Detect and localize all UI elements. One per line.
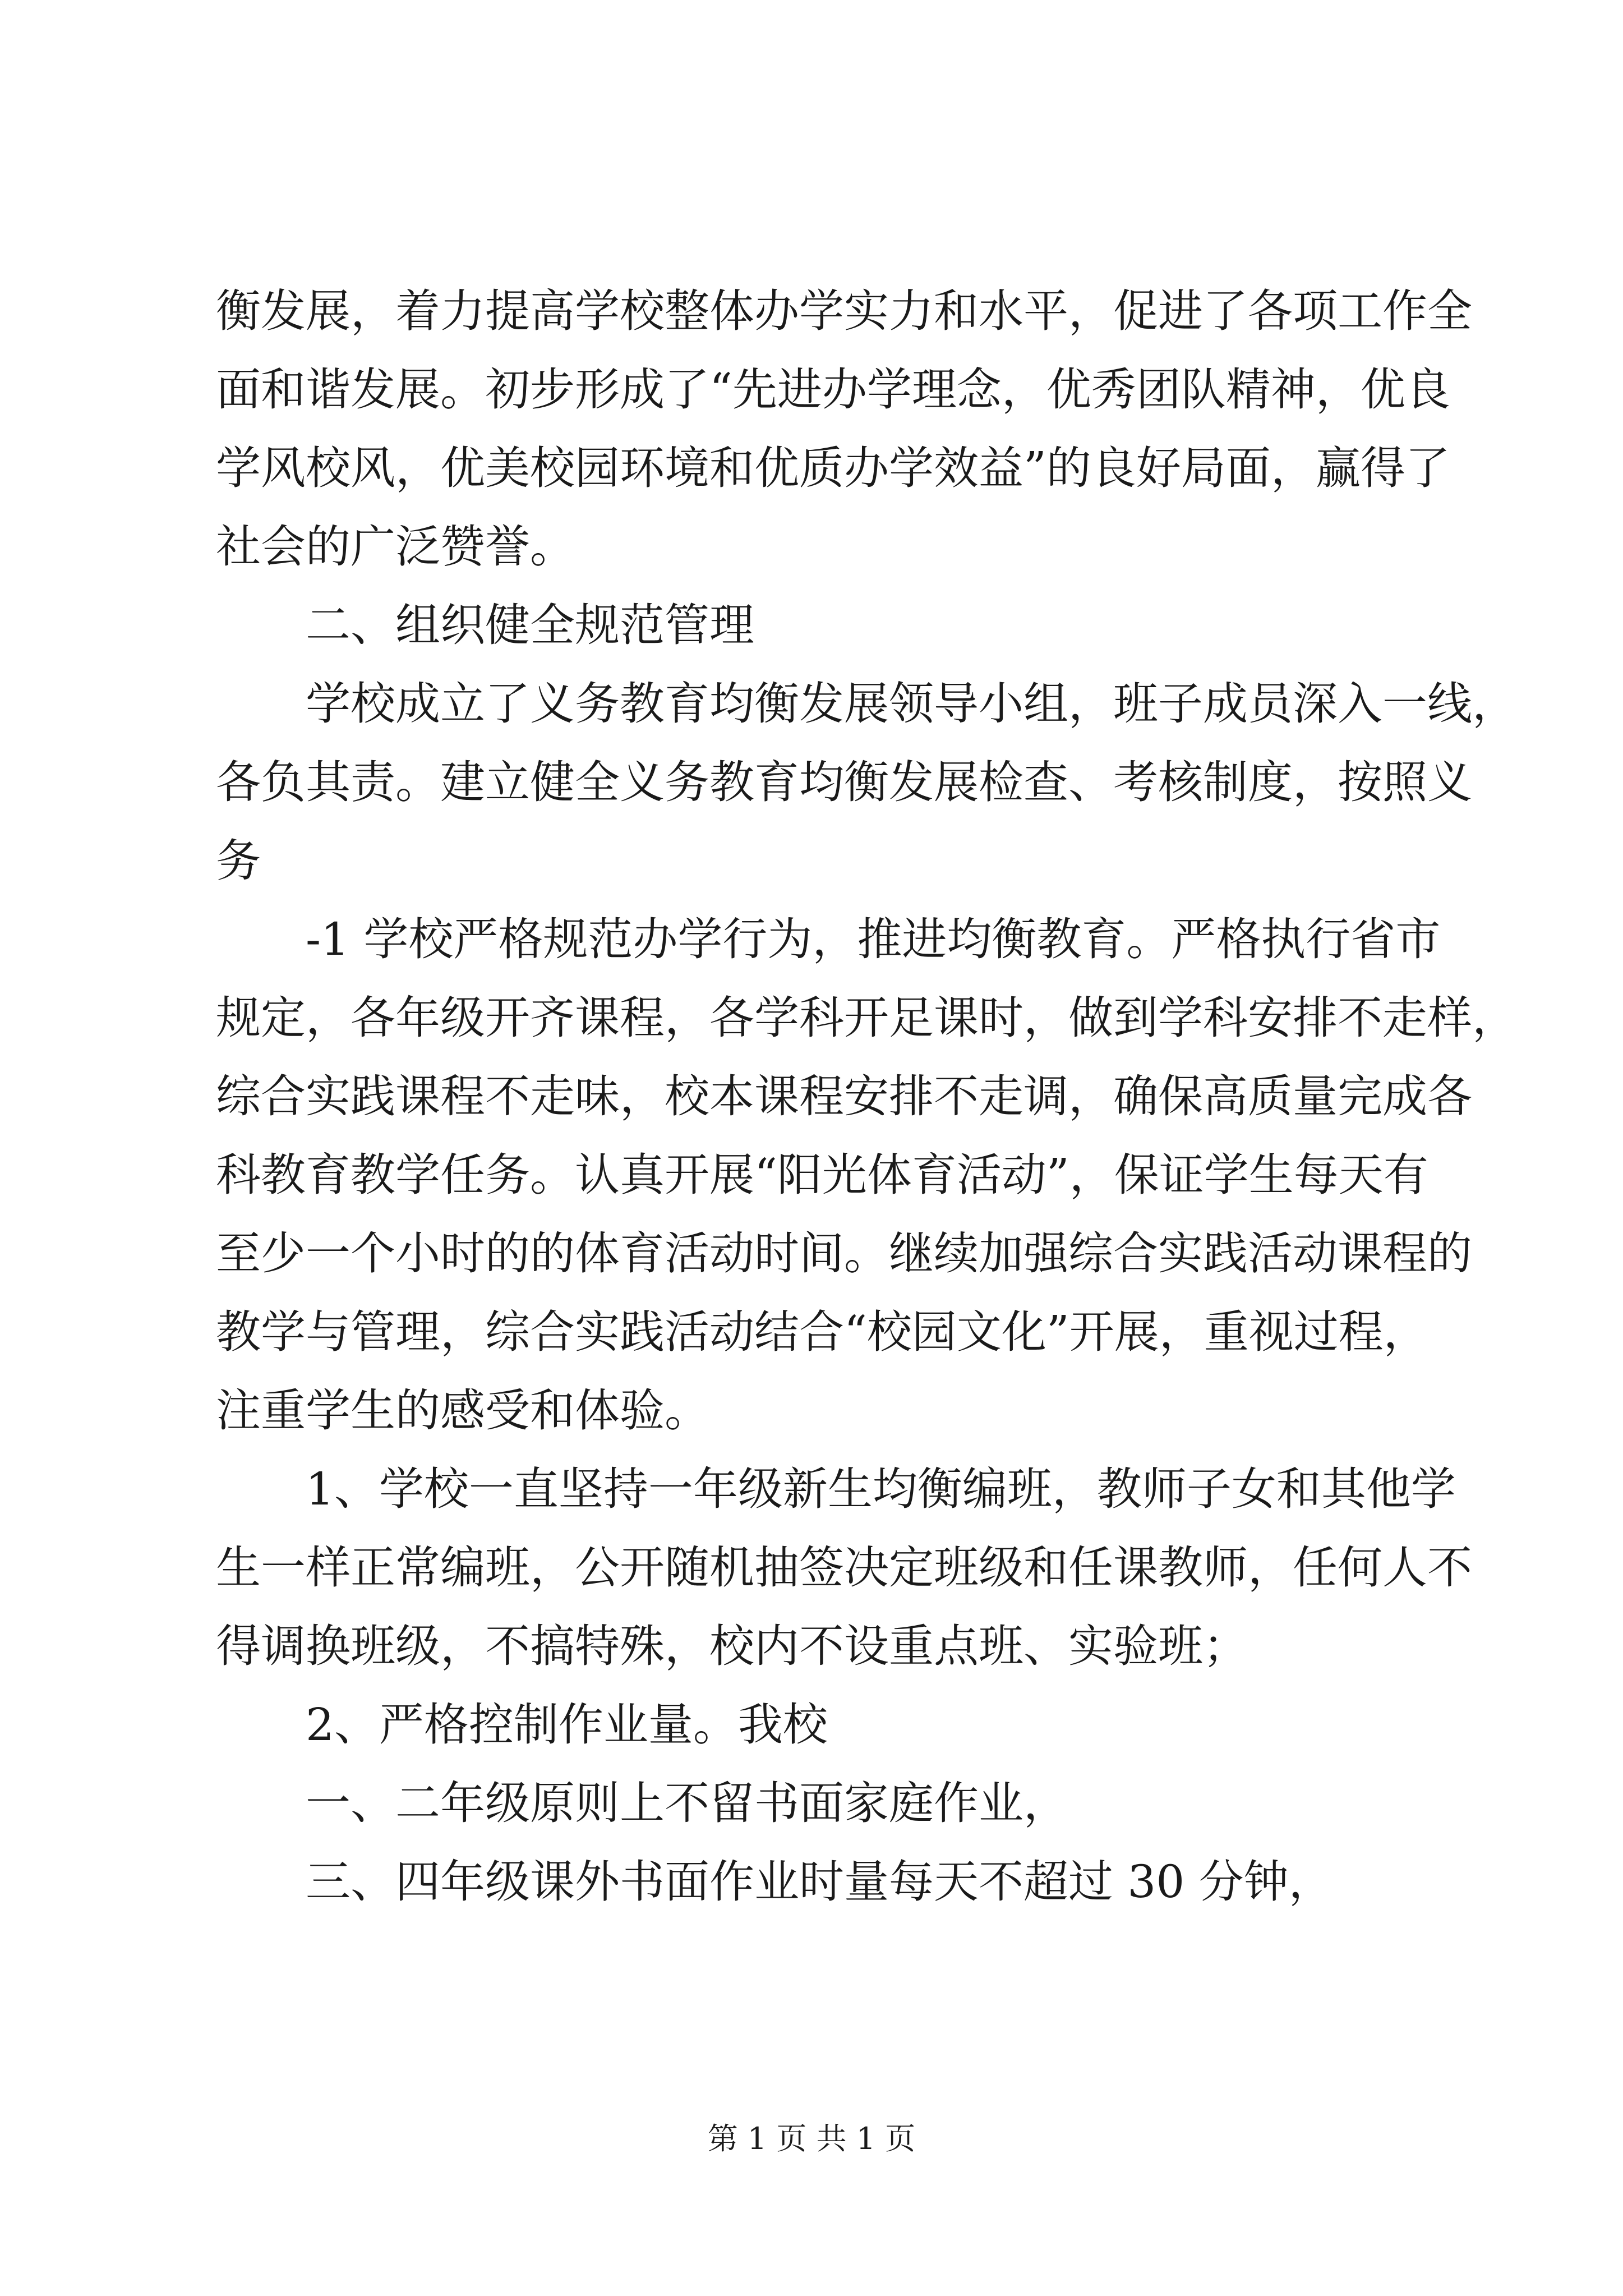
body-line: 社会的广泛赞誉。 [216,521,575,573]
body-line: 学校成立了义务教育均衡发展领导小组，班子成员深入一线， [306,678,1517,730]
body-line: 衡发展，着力提高学校整体办学实力和水平，促进了各项工作全 [216,285,1472,337]
page-number: 第 1 页 共 1 页 [707,2121,916,2156]
body-line: 面和谐发展。初步形成了“先进办学理念，优秀团队精神，优良 [216,364,1450,416]
body-line: 规定，各年级开齐课程，各学科开足课时，做到学科安排不走样， [216,992,1517,1044]
body-line: 科教育教学任务。认真开展“阳光体育活动”，保证学生每天有 [216,1149,1428,1201]
body-line: 至少一个小时的的体育活动时间。继续加强综合实践活动课程的 [216,1227,1472,1280]
body-line: 1、学校一直坚持一年级新生均衡编班，教师子女和其他学 [306,1463,1456,1515]
body-line: 得调换班级，不搞特殊，校内不设重点班、实验班； [216,1620,1248,1672]
body-line: 务 [216,835,261,887]
body-line: 综合实践课程不走味，校本课程安排不走调，确保高质量完成各 [216,1070,1472,1122]
section-heading: 二、组织健全规范管理 [306,599,754,651]
body-line: -1 学校严格规范办学行为，推进均衡教育。严格执行省市 [306,913,1441,965]
body-line: 注重学生的感受和体验。 [216,1384,709,1437]
body-line: 学风校风，优美校园环境和优质办学效益”的良好局面，赢得了 [216,442,1450,494]
body-line: 各负其责。建立健全义务教育均衡发展检查、考核制度，按照义 [216,756,1472,808]
body-line: 生一样正常编班，公开随机抽签决定班级和任课教师，任何人不 [216,1542,1472,1594]
page-footer [0,2119,1623,2159]
document-body [216,283,1517,1932]
body-line: 一、二年级原则上不留书面家庭作业， [306,1777,1068,1829]
body-line: 三、四年级课外书面作业时量每天不超过 30 分钟， [306,1856,1334,1908]
body-line: 教学与管理，综合实践活动结合“校园文化”开展，重视过程， [216,1306,1428,1358]
body-line: 2、严格控制作业量。我校 [306,1699,828,1751]
